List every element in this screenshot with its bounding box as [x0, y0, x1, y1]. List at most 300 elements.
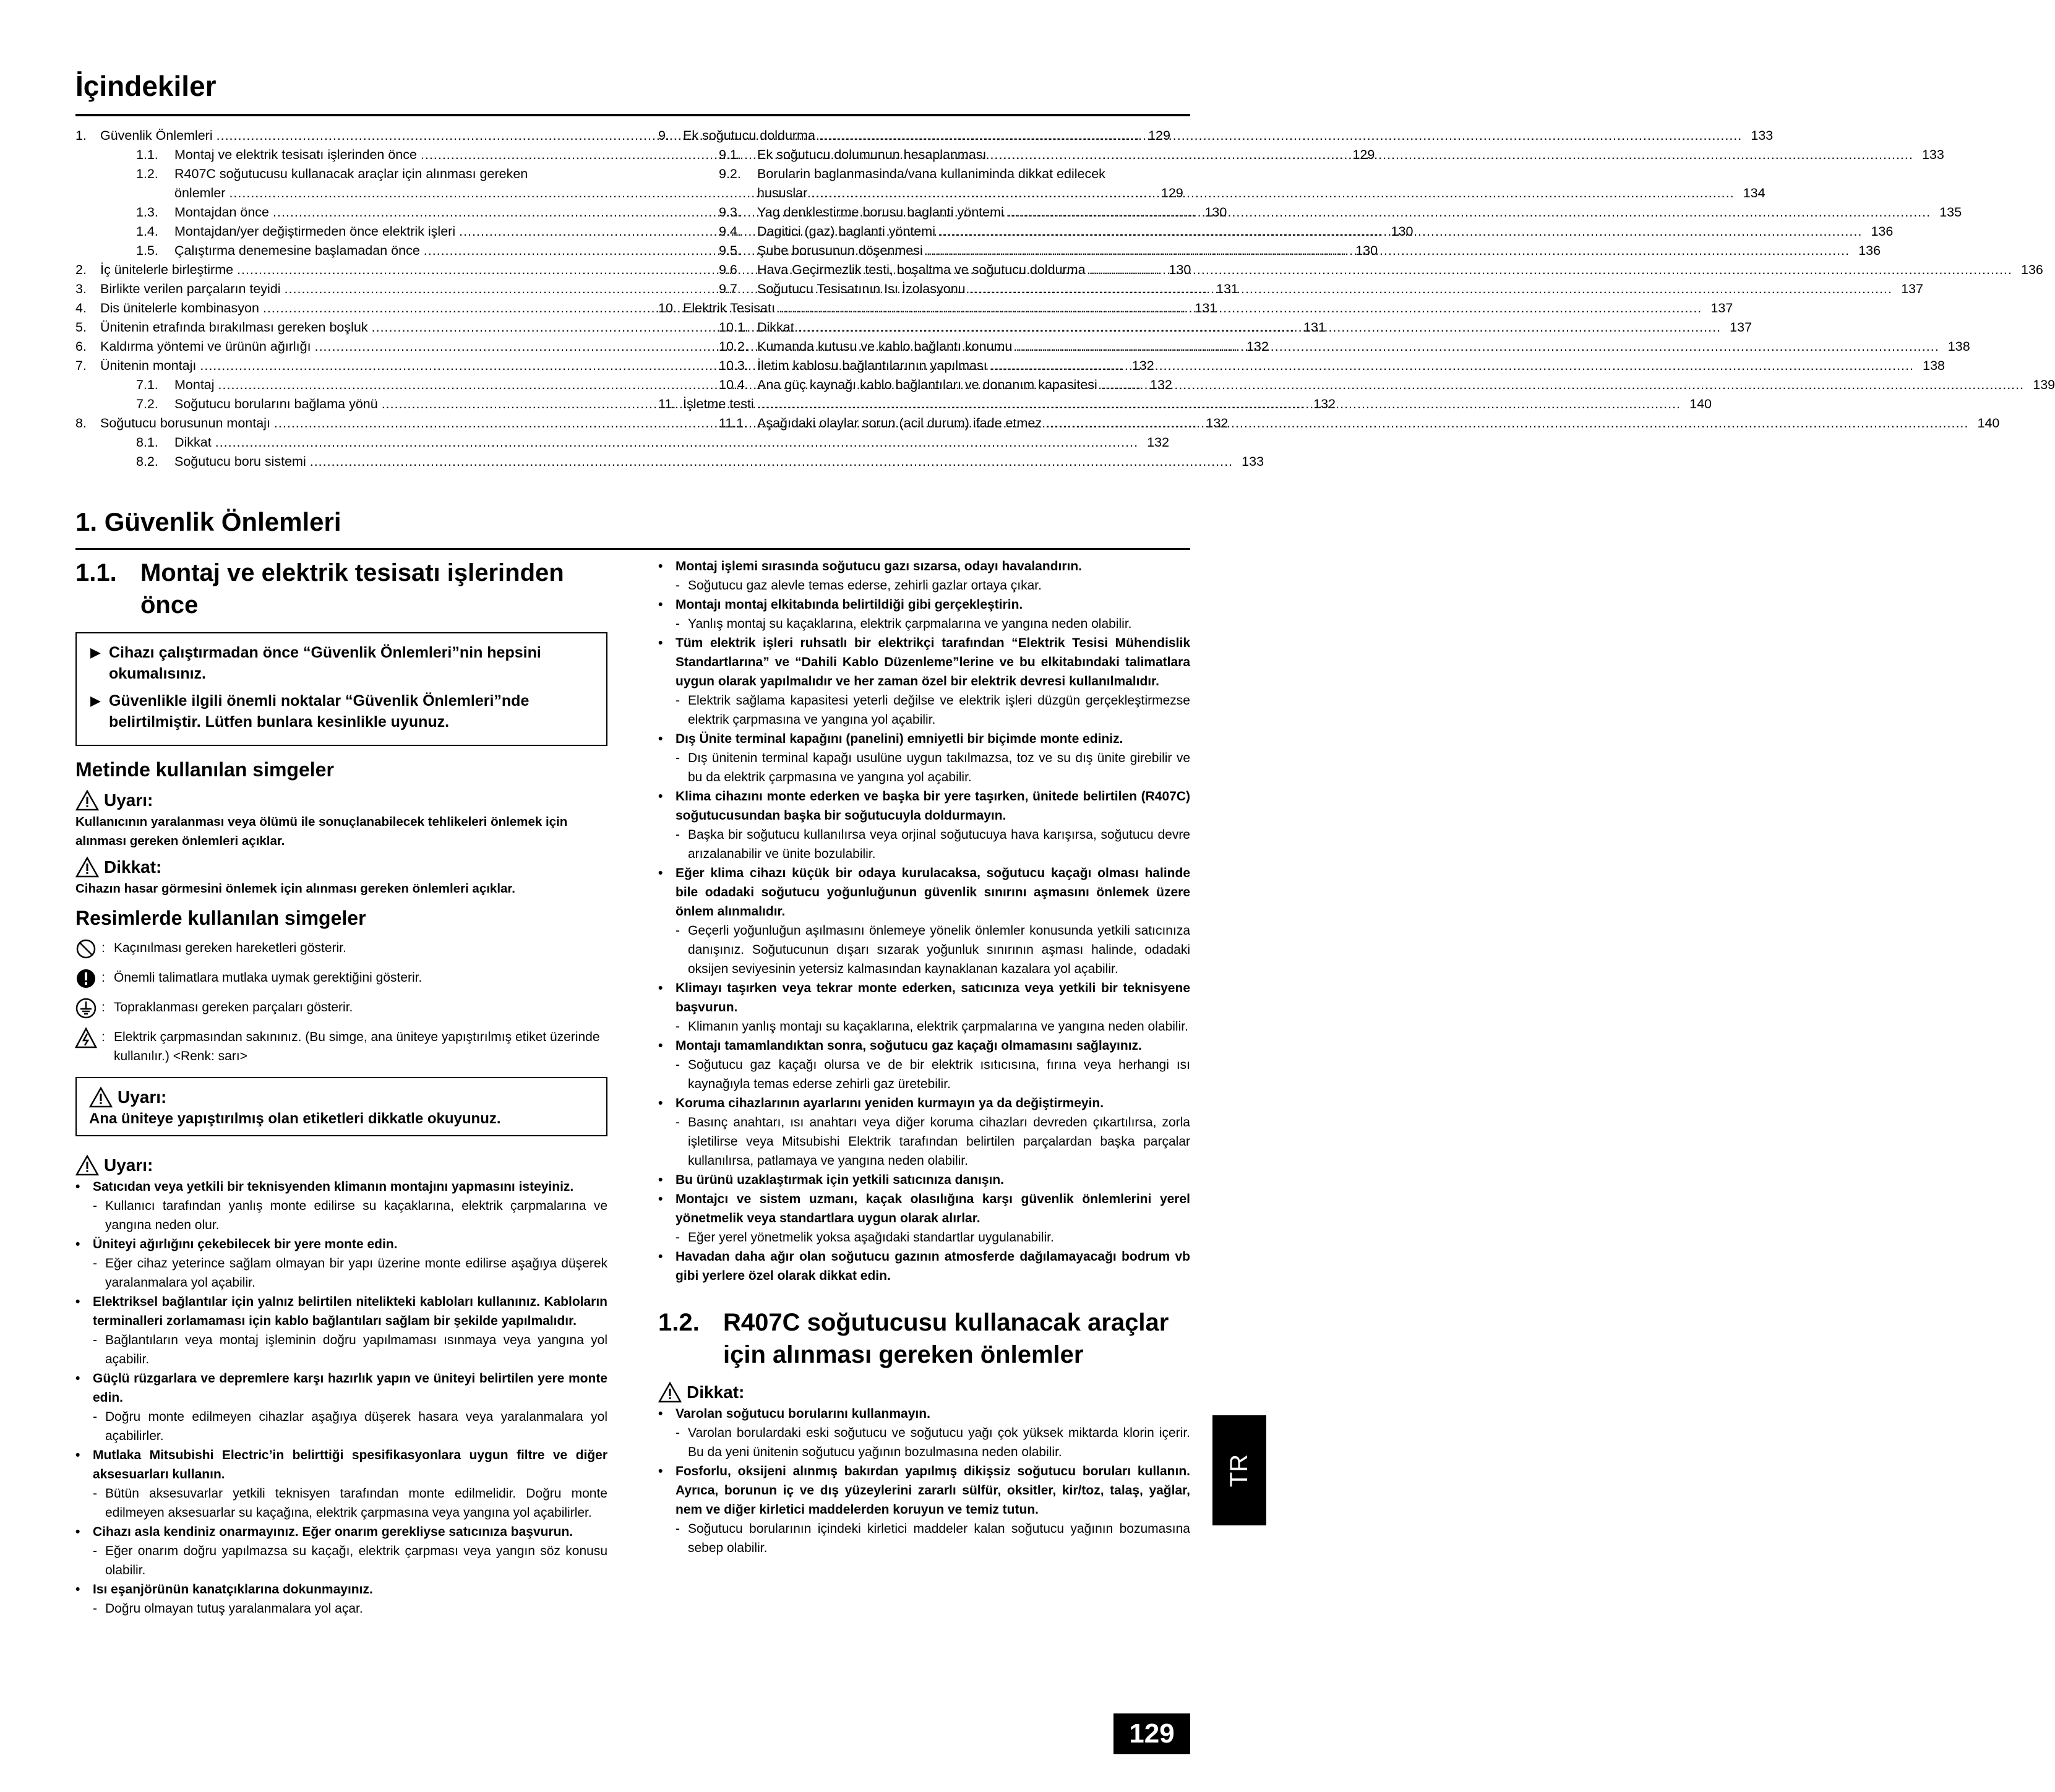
- detail-text: Eğer yerel yönetmelik yoksa aşağıdaki standartlar uygulanabilir.: [688, 1230, 1054, 1245]
- toc-leader: [939, 222, 1862, 241]
- subsection-text: R407C soğutucusu kullanacak araçlar için alınması gereken önlemler: [723, 1309, 1169, 1368]
- toc-title: Montaj: [174, 377, 215, 392]
- bullet-dot-icon: •: [658, 1464, 663, 1478]
- subsection-number: 1.1.: [75, 559, 117, 586]
- toc-page: 129: [1160, 186, 1183, 200]
- left-column: [75, 557, 607, 1618]
- toc-title: Montajdan/yer değiştirmeden önce elektrik işleri: [174, 224, 456, 239]
- bullet-text: Klima cihazını monte ederken ve başka bir yere taşırken, ünitede belirtilen (R407C) soğutucusundan başka bir soğutucuyla doldurmayın.: [676, 789, 1190, 823]
- dash-marker: -: [676, 1115, 680, 1130]
- toc-page: 140: [1689, 397, 1712, 411]
- toc-title: Ek soğutucu dolumunun hesaplanması: [757, 147, 987, 162]
- toc-number: 9.2.: [719, 166, 741, 181]
- toc-number: 9.3.: [719, 205, 741, 220]
- bullet-detail: [658, 614, 1190, 633]
- toc-entry: [75, 452, 1264, 471]
- colon: :: [101, 1030, 105, 1044]
- detail-text: Soğutucu gaz alevle temas ederse, zehirli gazlar ortaya çıkar.: [688, 578, 1042, 593]
- toc-page: 138: [1947, 339, 1970, 354]
- subsection-number: 1.2.: [658, 1309, 700, 1336]
- bullet-item: [75, 1580, 607, 1599]
- dash-marker: -: [676, 578, 680, 593]
- toc-page: 131: [1195, 301, 1217, 315]
- detail-text: Basınç anahtarı, ısı anahtarı veya diğer koruma cihazları devreden çıkartılırsa, zorla işletilirse veya Mitsubishi Elektrik tarafından belirtilen parçalardan başka parçalar kullanılırsa, patlamaya ve yangına neden olabilir.: [688, 1115, 1190, 1168]
- bullet-item: [75, 1177, 607, 1196]
- toc-leader: [310, 452, 1233, 471]
- toc-page: 136: [2021, 262, 2043, 277]
- symbol-row: [75, 968, 607, 989]
- bullet-text: Koruma cihazlarının ayarlarını yeniden kurmayın ya da değiştirmeyin.: [676, 1096, 1104, 1110]
- toc-page: 129: [1352, 147, 1375, 162]
- toc-title: Soğutucu borularını bağlama yönü: [174, 397, 378, 411]
- toc-leader: [1008, 203, 1931, 222]
- dash-marker: -: [676, 1230, 680, 1245]
- toc-leader: [1016, 337, 1939, 356]
- toc-page: 130: [1169, 262, 1191, 277]
- bullet-dot-icon: •: [658, 866, 663, 880]
- bullet-text: Eğer klima cihazı küçük bir odaya kurulacaksa, soğutucu kaçağı olması halinde bile odadaki soğutucu yoğunluğunun güvenlik sınırını aşmasını önlemek üzere önlem alınmalıdır.: [676, 866, 1190, 919]
- toc-page: 137: [1710, 301, 1733, 315]
- bullet-item: [658, 729, 1190, 748]
- toc-leader: [779, 299, 1702, 318]
- page-number: 129: [1113, 1713, 1190, 1754]
- symbol-row: [75, 1027, 607, 1066]
- toc-title: önlemler: [174, 186, 226, 200]
- warnbox-heading: [89, 1087, 594, 1108]
- toc-page: 131: [1303, 320, 1326, 335]
- bullet-detail: [658, 691, 1190, 729]
- toc-page: 131: [1216, 281, 1238, 296]
- toc-title: Kaldırma yöntemi ve ürünün ağırlığı: [100, 339, 311, 354]
- detail-text: Bağlantıların veya montaj işleminin doğru yapılmaması ısınmaya veya yangına yol açabilir.: [105, 1333, 607, 1366]
- info-item: [90, 690, 593, 732]
- toc-title: Dikkat: [174, 435, 212, 450]
- dash-marker: -: [676, 828, 680, 842]
- toc-page: 136: [1871, 224, 1894, 239]
- dash-marker: -: [93, 1486, 97, 1501]
- bullet-dot-icon: •: [658, 1192, 663, 1206]
- warnbox-text: Ana üniteye yapıştırılmış olan etiketleri dikkatle okuyunuz.: [89, 1110, 501, 1127]
- bullet-detail: [75, 1254, 607, 1292]
- bullet-dot-icon: •: [658, 636, 663, 650]
- bullet-text: Satıcıdan veya yetkili bir teknisyenden klimanın montajını yapmasını isteyiniz.: [93, 1180, 574, 1194]
- toc-leader: [991, 356, 1914, 375]
- triangle-bullet-icon: ▶: [90, 693, 101, 708]
- bullet-dot-icon: •: [658, 981, 663, 995]
- toc-number: 2.: [75, 262, 87, 277]
- colon: :: [101, 941, 105, 955]
- bullet-item: [658, 1462, 1190, 1519]
- bullet-dot-icon: •: [658, 598, 663, 612]
- toc-number: 1.2.: [136, 166, 158, 181]
- toc-title: Soğutucu borusunun montajı: [100, 416, 270, 431]
- toc-title: Yag denklestirme borusu baglanti yöntemi: [757, 205, 1004, 220]
- ground-icon: [75, 998, 101, 1019]
- detail-text: Eğer onarım doğru yapılmazsa su kaçağı, elektrik çarpması veya yangın söz konusu olabilir.: [105, 1544, 607, 1577]
- toc-page: 129: [1148, 128, 1170, 143]
- bullet-text: Montajı montaj elkitabında belirtildiği gibi gerçekleştirin.: [676, 598, 1023, 612]
- toc-title: Dagitici (gaz) baglanti yöntemi: [757, 224, 935, 239]
- toc-title: Montajdan önce: [174, 205, 269, 220]
- bullet-detail: [658, 1519, 1190, 1558]
- detail-text: Başka bir soğutucu kullanılırsa veya orjinal soğutucuya hava karışırsa, soğutucu devre arızalanabilir ve ünite bozulabilir.: [688, 828, 1190, 861]
- toc-title: İletim kablosu bağlantılarının yapılması: [757, 358, 987, 373]
- bullet-item: [75, 1369, 607, 1407]
- dash-marker: -: [676, 693, 680, 708]
- toc-page: 132: [1147, 435, 1170, 450]
- left-warnings-label: Uyarı:: [104, 1155, 153, 1175]
- symbol-text: Önemli talimatlara mutlaka uymak gerektiğini gösterir.: [114, 971, 423, 985]
- toc-leader: [927, 241, 1850, 260]
- bullet-detail: [75, 1484, 607, 1522]
- toc-title: Dis ünitelerle kombinasyon: [100, 301, 259, 315]
- toc-number: 6.: [75, 339, 87, 354]
- detail-text: Soğutucu gaz kaçağı olursa ve de bir elektrik ısıtıcısına, fırına veya herhangi ısı kaynağıyla temas ederse zehirli gaz üretebilir.: [688, 1058, 1190, 1091]
- toc-page: 134: [1743, 186, 1765, 200]
- toc-number: 8.: [75, 416, 87, 431]
- bullet-detail: [658, 825, 1190, 864]
- toc-number: 1.1.: [136, 147, 158, 162]
- section-title: 1. Güvenlik Önlemleri: [75, 507, 341, 536]
- bullet-item: [658, 1170, 1190, 1190]
- bullet-text: Dış Ünite terminal kapağını (panelini) emniyetli bir biçimde monte ediniz.: [676, 732, 1123, 746]
- language-tab: [1212, 1415, 1266, 1525]
- bullet-item: [75, 1235, 607, 1254]
- bullet-detail: [75, 1331, 607, 1369]
- symbol-row: [75, 998, 607, 1019]
- bullet-dot-icon: •: [658, 1250, 663, 1264]
- bullet-detail: [658, 1017, 1190, 1036]
- title-rule: [75, 114, 1190, 116]
- bullet-text: Fosforlu, oksijeni alınmış bakırdan yapılmış dikişsiz soğutucu boruları kullanın. Ayrıca, borunun iç ve dış yüzeylerini zararlı sülfür, oksitler, kir/toz, talaş, yağlar, nem ve diğer kirletici maddelerden koruyun ve temiz tutun.: [676, 1464, 1190, 1517]
- toc-leader: [990, 145, 1913, 165]
- toc-page: 130: [1391, 224, 1414, 239]
- bullet-text: Cihazı asla kendiniz onarmayınız. Eğer onarım gerekliyse satıcınıza başvurun.: [93, 1525, 573, 1539]
- bullet-dot-icon: •: [75, 1371, 80, 1386]
- toc-title: Aşağıdaki olaylar sorun (acil durum) ifade etmez: [757, 416, 1042, 431]
- bullet-item: [658, 1094, 1190, 1113]
- toc-leader: [798, 318, 1721, 337]
- toc-number: 11.: [658, 397, 676, 411]
- toc-page: 135: [1939, 205, 1962, 220]
- detail-text: Soğutucu borularının içindeki kirletici maddeler kalan soğutucu yağının bozumasına sebep olabilir.: [688, 1522, 1190, 1555]
- toc-number: 7.2.: [136, 397, 158, 411]
- bullet-item: [658, 787, 1190, 825]
- bullet-item: [658, 1036, 1190, 1055]
- toc-page: 130: [1204, 205, 1227, 220]
- toc-title: İşletme testi: [683, 397, 754, 411]
- detail-text: Bütün aksesuvarlar yetkili teknisyen tarafından monte edilmelidir. Doğru monte edilmeyen aksesuarlar su kaçağına, elektrik çarpmasına veya yangına yol açabilirler.: [105, 1486, 607, 1520]
- toc-number: 9.4.: [719, 224, 741, 239]
- warning-triangle-icon: [75, 1155, 99, 1176]
- toc-page: 137: [1730, 320, 1753, 335]
- detail-text: Yanlış montaj su kaçaklarına, elektrik çarpmalarına ve yangına neden olabilir.: [688, 617, 1132, 631]
- exclamation-icon: [75, 968, 101, 989]
- toc-number: 11.1.: [719, 416, 748, 431]
- toc-title: Kumanda kutusu ve kablo bağlantı konumu: [757, 339, 1013, 354]
- toc-page: 132: [1313, 397, 1336, 411]
- toc-title: Birlikte verilen parçaların teyidi: [100, 281, 281, 296]
- bullet-item: [658, 633, 1190, 691]
- bullet-item: [658, 557, 1190, 576]
- uyari-label: Uyarı:: [104, 791, 153, 810]
- bullet-detail: [658, 1055, 1190, 1094]
- toc-title: Elektrik Tesisatı: [683, 301, 775, 315]
- toc-number: 7.: [75, 358, 87, 373]
- bullet-detail: [75, 1541, 607, 1580]
- toc-title: Çalıştırma denemesine başlamadan önce: [174, 243, 420, 258]
- toc-number: 9.: [658, 128, 669, 143]
- bullet-item: [658, 1404, 1190, 1423]
- bullet-detail: [75, 1407, 607, 1446]
- toc-number: 1.5.: [136, 243, 158, 258]
- info-box: [75, 632, 607, 746]
- bullet-text: Montaj işlemi sırasında soğutucu gazı sızarsa, odayı havalandırın.: [676, 559, 1083, 573]
- toc-title: Soğutucu boru sistemi: [174, 454, 306, 469]
- toc-page: 136: [1858, 243, 1881, 258]
- toc-title: Dikkat: [757, 320, 794, 335]
- symbol-row: [75, 938, 607, 959]
- dikkat-description: Cihazın hasar görmesini önlemek için alınması gereken önlemleri açıklar.: [75, 881, 515, 896]
- toc-number: 10.4.: [719, 377, 749, 392]
- caution-triangle-icon: [658, 1382, 682, 1403]
- toc-number: 8.2.: [136, 454, 158, 469]
- dash-marker: -: [93, 1333, 97, 1347]
- detail-text: Doğru olmayan tutuş yaralanmalara yol açar.: [105, 1601, 363, 1616]
- symbol-text: Elektrik çarpmasından sakınınız. (Bu simge, ana üniteye yapıştırılmış etiket üzerinde kullanılır.) <Renk: sarı>: [114, 1030, 600, 1063]
- uyari-heading: [75, 790, 607, 811]
- toc-page: 140: [1977, 416, 2000, 431]
- page-title: İçindekiler: [75, 70, 217, 102]
- toc-page: 132: [1149, 377, 1172, 392]
- subsection-1-2-title: [658, 1306, 1190, 1371]
- info-text: Güvenlikle ilgili önemli noktalar “Güvenlik Önlemleri”nde belirtilmiştir. Lütfen bunlara kesinlikle uyunuz.: [109, 692, 530, 731]
- toc-page: 132: [1206, 416, 1229, 431]
- bullet-item: [75, 1446, 607, 1484]
- toc-page: 133: [1242, 454, 1264, 469]
- detail-text: Doğru monte edilmeyen cihazlar aşağıya düşerek hasara veya yaralanmalara yol açabilirler.: [105, 1410, 607, 1443]
- symbol-text: Kaçınılması gereken hareketleri gösterir.: [114, 941, 346, 955]
- toc-page: 130: [1355, 243, 1378, 258]
- dash-marker: -: [93, 1544, 97, 1558]
- detail-text: Elektrik sağlama kapasitesi yeterli değilse ve elektrik işleri düzgün gerçekleştirmezse elektrik çarpmasına ve yangına yol açabilir.: [688, 693, 1190, 727]
- bullet-dot-icon: •: [658, 1407, 663, 1421]
- toc-title: Hava Geçirmezlik testi, boşaltma ve soğutucu doldurma: [757, 262, 1086, 277]
- bullet-text: Klimayı taşırken veya tekrar monte ederken, satıcınıza veya yetkili bir teknisyene başvurun.: [676, 981, 1190, 1014]
- bullet-item: [75, 1522, 607, 1541]
- toc-leader: [1045, 414, 1968, 433]
- bullet-item: [658, 1190, 1190, 1228]
- toc-page: 137: [1901, 281, 1923, 296]
- bullet-text: Montajı tamamlandıktan sonra, soğutucu gaz kaçağı olmamasını sağlayınız.: [676, 1039, 1142, 1053]
- bullet-detail: [75, 1599, 607, 1618]
- toc-leader: [969, 280, 1892, 299]
- bullet-item: [658, 1247, 1190, 1285]
- sub12-list: [658, 1404, 1190, 1558]
- toc-title: İç ünitelerle birleştirme: [100, 262, 234, 277]
- bullet-item: [658, 979, 1190, 1017]
- bullet-text: Bu ürünü uzaklaştırmak için yetkili satıcınıza danışın.: [676, 1173, 1004, 1187]
- sub12-dikkat-label: Dikkat:: [687, 1383, 745, 1402]
- bullet-dot-icon: •: [658, 559, 663, 573]
- toc-number: 9.7: [719, 281, 737, 296]
- detail-text: Geçerli yoğunluğun aşılmasını önlemeye yönelik önlemler konusunda yetkili satıcınıza danışınız. Soğutucunun dışarı sızarak yoğunluk sınırının aşması halinde, odadaki oksijen seviyesinin yetersiz kalmasından kaynaklanan kazalara yol açabilir.: [688, 924, 1190, 976]
- bullet-detail: [75, 1196, 607, 1235]
- warning-triangle-icon: [75, 790, 99, 811]
- dash-marker: -: [676, 1019, 680, 1034]
- detail-text: Kullanıcı tarafından yanlış monte edilirse su kaçaklarına, elektrik çarpmalarına ve yangına neden olur.: [105, 1199, 607, 1232]
- bullet-text: Montajcı ve sistem uzmanı, kaçak olasılığına karşı güvenlik önlemlerini yerel yönetmelik veya standartlara uygun olarak alırlar.: [676, 1192, 1190, 1225]
- dash-marker: -: [676, 1058, 680, 1072]
- toc-number: 7.1.: [136, 377, 158, 392]
- info-item: [90, 642, 593, 684]
- toc-page: 139: [2033, 377, 2055, 392]
- language-tab-label: TR: [1225, 1454, 1253, 1487]
- section-rule: [75, 548, 1190, 550]
- colon: :: [101, 1000, 105, 1014]
- bullet-text: Isı eşanjörünün kanatçıklarına dokunmayınız.: [93, 1582, 373, 1597]
- detail-text: Eğer cihaz yeterince sağlam olmayan bir yapı üzerine monte edilirse aşağıya düşerek yaralanmalara yol açabilir.: [105, 1256, 607, 1290]
- toc-leader: [1089, 260, 2012, 280]
- subsection-text: Montaj ve elektrik tesisatı işlerinden önce: [140, 559, 564, 619]
- toc-leader: [811, 184, 1734, 203]
- bullet-dot-icon: •: [75, 1180, 80, 1194]
- toc-number: 5.: [75, 320, 87, 335]
- toc-number: 1.3.: [136, 205, 158, 220]
- toc-number: 3.: [75, 281, 87, 296]
- toc-page: 133: [1921, 147, 1944, 162]
- toc-number: 9.1.: [719, 147, 741, 162]
- left-warnings-list: [75, 1177, 607, 1618]
- toc-entry: [75, 433, 1170, 452]
- toc-number: 10.3.: [719, 358, 749, 373]
- bullet-dot-icon: •: [75, 1582, 80, 1597]
- toc-title: Soğutucu Tesisatının Isı İzolasyonu: [757, 281, 966, 296]
- toc-number: 8.1.: [136, 435, 158, 450]
- toc-entry: [658, 165, 1151, 184]
- bullet-text: Tüm elektrik işleri ruhsatlı bir elektrikçi tarafından “Elektrik Tesisi Mühendislik Standartlarına” ve “Dahili Kablo Düzenleme”lerine ve bu elkitabındaki talimatlara uygun olarak yapılmalıdır ve her zaman özel bir elektrik devresi kullanılmalıdır.: [676, 636, 1190, 688]
- right-warnings-list: [658, 557, 1190, 1285]
- toc-number: 9.6: [719, 262, 737, 277]
- bullet-dot-icon: •: [75, 1525, 80, 1539]
- dash-marker: -: [93, 1601, 97, 1616]
- symbol-text: Topraklanması gereken parçaları gösterir.: [114, 1000, 353, 1014]
- caution-triangle-icon: [75, 857, 99, 878]
- subsection-1-1-title: [75, 557, 607, 621]
- toc-title: Borularin baglanmasinda/vana kullaniminda dikkat edilecek: [757, 166, 1105, 181]
- warning-triangle-icon: [89, 1087, 113, 1108]
- bullet-dot-icon: •: [658, 732, 663, 746]
- detail-text: Varolan borulardaki eski soğutucu ve soğutucu yağı çok yüksek miktarda klorin içerir. Bu da yeni ünitenin soğutucu yağının bozulmasına neden olabilir.: [688, 1426, 1190, 1459]
- toc-number: 9.5.: [719, 243, 741, 258]
- toc-title: hususlar: [757, 186, 808, 200]
- dash-marker: -: [676, 617, 680, 631]
- bullet-text: Mutlaka Mitsubishi Electric’in belirttiği spesifikasyonlara uygun filtre ve diğer aksesuarları kullanın.: [93, 1448, 607, 1481]
- bullet-dot-icon: •: [658, 789, 663, 804]
- toc-title: Ünitenin etrafında bırakılması gereken boşluk: [100, 320, 368, 335]
- toc-title: Güvenlik Önlemleri: [100, 128, 213, 143]
- bullet-detail: [658, 921, 1190, 979]
- dikkat-heading: [75, 857, 607, 878]
- bullet-dot-icon: •: [75, 1448, 80, 1462]
- bullet-dot-icon: •: [658, 1173, 663, 1187]
- bullet-detail: [658, 576, 1190, 595]
- bullet-dot-icon: •: [658, 1039, 663, 1053]
- bullet-text: Üniteyi ağırlığını çekebilecek bir yere monte edin.: [93, 1237, 398, 1251]
- dash-marker: -: [676, 1522, 680, 1536]
- bullet-dot-icon: •: [75, 1295, 80, 1309]
- toc-page: 132: [1131, 358, 1154, 373]
- dash-marker: -: [676, 751, 680, 765]
- text-symbols-heading: Metinde kullanılan simgeler: [75, 758, 334, 781]
- toc-title: Montaj ve elektrik tesisatı işlerinden önce: [174, 147, 417, 162]
- toc-leader: [819, 126, 1742, 145]
- sub12-dikkat-heading: [658, 1382, 1190, 1403]
- toc-page: 138: [1923, 358, 1945, 373]
- bullet-text: Havadan daha ağır olan soğutucu gazının atmosferde dağılamayacağı bodrum vb gibi yerlere özel olarak dikkat edin.: [676, 1250, 1190, 1283]
- right-column: [658, 557, 1190, 1558]
- dash-marker: -: [93, 1410, 97, 1424]
- prohibited-icon: [75, 938, 101, 959]
- bullet-detail: [658, 1228, 1190, 1247]
- toc-number: 10.1.: [719, 320, 749, 335]
- info-text: Cihazı çalıştırmadan önce “Güvenlik Önlemleri”nin hepsini okumalısınız.: [109, 644, 541, 682]
- toc-number: 1.: [75, 128, 87, 143]
- toc-title: Ana güç kaynağı kablo bağlantıları ve donanım kapasitesi: [757, 377, 1097, 392]
- bullet-detail: [658, 748, 1190, 787]
- bullet-detail: [658, 1423, 1190, 1462]
- toc-title: Şube borusunun döşenmesi: [757, 243, 923, 258]
- bullet-detail: [658, 1113, 1190, 1170]
- bullet-text: Varolan soğutucu borularını kullanmayın.: [676, 1407, 930, 1421]
- bullet-item: [658, 864, 1190, 921]
- dikkat-label: Dikkat:: [104, 857, 162, 877]
- toc-leader: [1101, 375, 2024, 395]
- dash-marker: -: [676, 1426, 680, 1440]
- triangle-bullet-icon: ▶: [90, 645, 101, 660]
- bullet-text: Elektriksel bağlantılar için yalnız belirtilen nitelikteki kabloları kullanınız. Kabloların terminalleri zorlamaması için kablo bağlantıları sağlam bir şekilde yapılmalıdır.: [93, 1295, 607, 1328]
- label-warning-box: [75, 1077, 607, 1136]
- left-warnings-heading: [75, 1155, 607, 1176]
- dash-marker: -: [93, 1199, 97, 1213]
- toc-entry: [75, 165, 603, 184]
- bullet-item: [75, 1292, 607, 1331]
- toc-entry: [658, 356, 1945, 375]
- toc-page: 132: [1246, 339, 1269, 354]
- toc-page: 133: [1751, 128, 1774, 143]
- toc-leader: [758, 395, 1681, 414]
- dash-marker: -: [676, 924, 680, 938]
- toc-title: Ünitenin montajı: [100, 358, 197, 373]
- detail-text: Dış ünitenin terminal kapağı usulüne uygun takılmazsa, toz ve su dış ünite girebilir ve bu da elektrik çarpmasına ve yangına yol açabilir.: [688, 751, 1190, 784]
- bullet-item: [658, 595, 1190, 614]
- figure-symbols-heading: Resimlerde kullanılan simgeler: [75, 907, 366, 929]
- bullet-text: Güçlü rüzgarlara ve depremlere karşı hazırlık yapın ve üniteyi belirtilen yere monte edin.: [93, 1371, 607, 1405]
- uyari-description: Kullanıcının yaralanması veya ölümü ile sonuçlanabilecek tehlikeleri önlemek için alınması gereken önlemleri açıklar.: [75, 815, 568, 848]
- toc-number: 10.: [658, 301, 677, 315]
- dash-marker: -: [93, 1256, 97, 1271]
- bullet-dot-icon: •: [658, 1096, 663, 1110]
- colon: :: [101, 971, 105, 985]
- detail-text: Klimanın yanlış montajı su kaçaklarına, elektrik çarpmalarına ve yangına neden olabilir.: [688, 1019, 1188, 1034]
- toc-leader: [215, 433, 1138, 452]
- warnbox-label: Uyarı:: [118, 1087, 167, 1107]
- toc-number: 10.2.: [719, 339, 749, 354]
- toc-title: R407C soğutucusu kullanacak araçlar için alınması gereken: [174, 166, 528, 181]
- toc-number: 4.: [75, 301, 87, 315]
- toc-title: Ek soğutucu doldurma: [683, 128, 815, 143]
- electric-shock-icon: [75, 1027, 101, 1048]
